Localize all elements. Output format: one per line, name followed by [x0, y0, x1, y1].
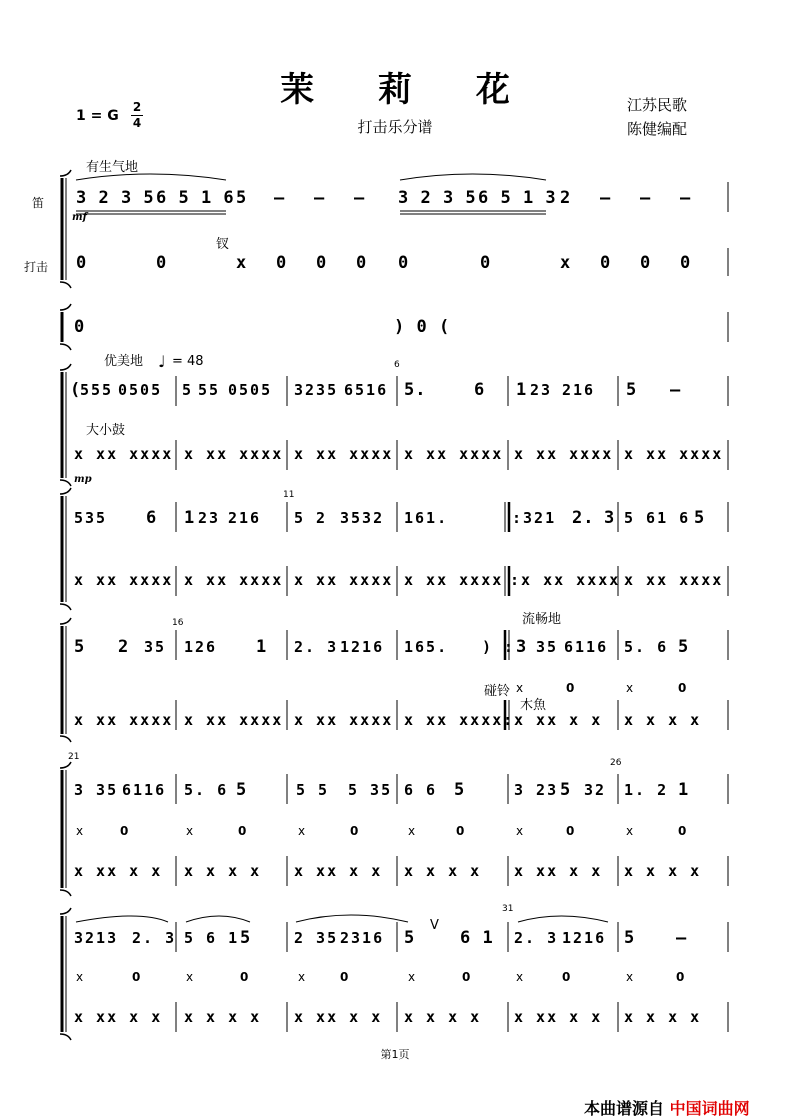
s6-bell-beat: x: [298, 824, 306, 838]
s1-perc-beat: 0: [276, 253, 288, 273]
s6-melody-note: 1. 2: [624, 781, 669, 799]
label-cymbals: 钗: [216, 237, 230, 252]
s3-melody-note: (: [70, 380, 82, 400]
instrument-label-flute: 笛: [32, 196, 45, 210]
s4-melody-note: 1: [184, 508, 196, 528]
s1-melody-dash: –: [314, 188, 326, 208]
s7-melody-dash: –: [676, 928, 688, 948]
bar-number: 11: [283, 490, 295, 500]
s6-melody-note: 5 5: [296, 781, 330, 799]
s6-bell-beat: 0: [120, 824, 129, 838]
s7-bell-beat: 0: [462, 970, 471, 984]
s7-bell-beat: x: [298, 970, 306, 984]
s6-melody-note: 6116: [122, 781, 167, 799]
s1-perc-beat: x: [236, 253, 248, 273]
s7-bell-beat: x: [516, 970, 524, 984]
s7-bell-beat: 0: [132, 970, 141, 984]
s1-melody-dash: –: [274, 188, 286, 208]
bar-number: 6: [394, 360, 400, 370]
s6-bell-beat: x: [186, 824, 194, 838]
s7-perc-measure: x x x x: [404, 1008, 482, 1026]
s3-melody-note: 5: [626, 380, 638, 400]
s7-perc-measure: x xx x x: [294, 1008, 383, 1026]
source-site-link[interactable]: 中国词曲网: [669, 1099, 750, 1118]
s6-melody-note: 5: [560, 780, 572, 800]
s5-perc-measure: x xx x x: [514, 711, 603, 729]
s6-bell-beat: x: [76, 824, 84, 838]
s5-melody-note: 5: [74, 637, 86, 657]
s4-perc-measure: x xx xxxx: [184, 571, 284, 589]
s7-melody-note: 5 6 1: [184, 929, 240, 947]
s6-bell-beat: 0: [350, 824, 359, 838]
bar-number: 31: [502, 904, 514, 914]
s1-melody-note: 6 5 1 6: [156, 188, 235, 208]
bar-number: 16: [172, 618, 184, 628]
s5-melody-note: 165.: [404, 638, 449, 656]
s1-perc-beat: 0: [398, 253, 410, 273]
s6-melody-note: 5: [454, 780, 466, 800]
s7-bell-beat: 0: [240, 970, 249, 984]
s1-perc-beat: x: [560, 253, 572, 273]
s3-melody-note: 23: [530, 381, 553, 399]
s6-perc-measure: x xx x x: [74, 862, 163, 880]
s4-melody-note: 535: [74, 509, 108, 527]
s5-melody-note: 2. 3: [294, 638, 339, 656]
dynamic-mf: mf: [72, 212, 87, 223]
s7-bell-beat: 0: [340, 970, 349, 984]
s1-melody-dash: –: [600, 188, 612, 208]
s7-perc-measure: x x x x: [184, 1008, 262, 1026]
s7-melody-note: 2316: [340, 929, 385, 947]
s4-melody-note: 3532: [340, 509, 385, 527]
s1-perc-beat: 0: [356, 253, 368, 273]
s3-melody-note: 55: [198, 381, 221, 399]
time-signature: [131, 101, 143, 130]
s3-perc-measure: x xx xxxx: [74, 445, 174, 463]
page-number: 第1页: [380, 1048, 410, 1061]
s4-melody-note: 5 61 6: [624, 509, 691, 527]
s6-melody-note: 3 23: [514, 781, 559, 799]
tempo-marking: = 48: [172, 354, 204, 369]
s5-melody-note: 2: [118, 637, 130, 657]
s1-melody-dash: –: [640, 188, 652, 208]
dynamic-mp: mp: [74, 474, 92, 485]
s3-perc-measure: x xx xxxx: [514, 445, 614, 463]
score-subtitle: 打击乐分谱: [357, 118, 433, 136]
s6-bell-beat: x: [408, 824, 416, 838]
s5-perc-measure: x x x x: [624, 711, 702, 729]
s4-perc-measure: x xx xxxx: [624, 571, 724, 589]
s4-melody-note: :321: [512, 509, 557, 527]
s7-melody-note: 3213: [74, 929, 119, 947]
s7-melody-note: 1216: [562, 929, 607, 947]
s4-melody-note: 5 2: [294, 509, 328, 527]
s3-melody-note: 6516: [344, 381, 389, 399]
s5-perc-measure: x xx xxxx: [184, 711, 284, 729]
s1-perc-beat: 0: [316, 253, 328, 273]
s5-melody-note: 1: [256, 637, 268, 657]
s6-bell-beat: 0: [678, 824, 687, 838]
s7-bell-beat: 0: [676, 970, 685, 984]
s4-perc-measure: :x xx xxxx: [510, 571, 621, 589]
s5-bell-beat: 0: [678, 681, 687, 695]
s7-bell-beat: 0: [562, 970, 571, 984]
s3-melody-note: 216: [562, 381, 596, 399]
s3-perc-measure: x xx xxxx: [184, 445, 284, 463]
s5-perc-measure: x xx xxxx:: [404, 711, 515, 729]
s1-melody-dash: –: [680, 188, 692, 208]
s1-melody-dash: –: [354, 188, 366, 208]
s6-perc-measure: x x x x: [184, 862, 262, 880]
s1-melody-note: 6 5 1 3: [478, 188, 557, 208]
s2-note: 0: [74, 317, 86, 337]
s1-perc-beat: 0: [680, 253, 692, 273]
s1-perc-beat: 0: [76, 253, 88, 273]
quarter-note-icon: ♩: [158, 352, 166, 371]
s5-melody-note: 126: [184, 638, 218, 656]
meter-top: 2: [132, 100, 142, 114]
s3-melody-note: 0505: [118, 381, 163, 399]
origin-credit: 江苏民歌: [627, 96, 688, 114]
s4-perc-measure: x xx xxxx: [294, 571, 394, 589]
s7-bell-beat: x: [186, 970, 194, 984]
s6-melody-note: 1: [678, 780, 690, 800]
meter-bottom: 4: [132, 116, 142, 130]
s6-melody-note: 3 35: [74, 781, 119, 799]
s4-melody-note: 5: [694, 508, 706, 528]
s1-perc-beat: 0: [600, 253, 612, 273]
s4-melody-note: 161.: [404, 509, 449, 527]
s6-bell-beat: 0: [456, 824, 465, 838]
s6-bell-beat: 0: [238, 824, 247, 838]
s3-perc-measure: x xx xxxx: [404, 445, 504, 463]
s2-note: ) 0 (: [394, 317, 451, 337]
s7-bell-beat: x: [76, 970, 84, 984]
s1-melody-note: 3 2 3 5: [76, 188, 155, 208]
s5-melody-note: 6116: [564, 638, 609, 656]
s6-bell-beat: x: [516, 824, 524, 838]
label-woodblock: 木魚: [520, 698, 547, 713]
song-title: 茉 莉 花: [280, 70, 536, 110]
expression-flowing: 流畅地: [522, 612, 562, 627]
bar-number: 21: [68, 752, 80, 762]
s4-melody-note: 23: [198, 509, 221, 527]
label-bell: 碰铃: [484, 684, 511, 699]
s7-bell-beat: x: [626, 970, 634, 984]
s7-melody-note: 6 1: [460, 928, 494, 948]
s1-melody-note: 5: [236, 188, 248, 208]
s1-perc-beat: 0: [480, 253, 492, 273]
s3-melody-note: 0505: [228, 381, 273, 399]
s6-perc-measure: x x x x: [404, 862, 482, 880]
s4-melody-note: 6: [146, 508, 158, 528]
s1-melody-note: 3 2 3 5: [398, 188, 477, 208]
s7-melody-note: 2. 3: [132, 929, 177, 947]
s5-bell-beat: 0: [566, 681, 575, 695]
s7-melody-note: 5: [240, 928, 252, 948]
s7-perc-measure: x xx x x: [514, 1008, 603, 1026]
s4-melody-note: 216: [228, 509, 262, 527]
s3-melody-note: 5.: [404, 380, 427, 400]
s5-melody-note: 35: [144, 638, 167, 656]
s6-bell-beat: x: [626, 824, 634, 838]
s5-bell-beat: x: [626, 681, 634, 695]
s6-melody-note: 5 35: [348, 781, 393, 799]
source-prefix: 本曲谱源自: [584, 1099, 665, 1118]
s6-melody-note: 5. 6: [184, 781, 229, 799]
s4-melody-note: 3: [604, 508, 616, 528]
s5-perc-measure: x xx xxxx: [294, 711, 394, 729]
s1-perc-beat: 0: [640, 253, 652, 273]
s5-melody-note: ) :: [482, 638, 516, 656]
s3-melody-note: 555: [80, 381, 114, 399]
s7-melody-note: 5: [624, 928, 636, 948]
breath-mark: V: [430, 918, 439, 933]
s5-melody-note: 5. 6: [624, 638, 669, 656]
s5-melody-note: 3: [516, 637, 528, 657]
s3-melody-note: 5: [182, 381, 194, 399]
s7-melody-note: 5: [404, 928, 416, 948]
s5-melody-note: 1216: [340, 638, 385, 656]
s3-perc-measure: x xx xxxx: [624, 445, 724, 463]
s7-melody-note: 2 35: [294, 929, 339, 947]
s6-melody-note: 6 6: [404, 781, 438, 799]
expression-lively: 有生气地: [86, 160, 139, 175]
s7-melody-note: 2. 3: [514, 929, 559, 947]
s6-perc-measure: x xx x x: [514, 862, 603, 880]
s5-bell-beat: x: [516, 681, 524, 695]
s3-melody-note: 6: [474, 380, 486, 400]
s3-melody-dash: –: [670, 380, 682, 400]
source-credit: [584, 1096, 750, 1119]
expression-graceful: 优美地: [104, 354, 144, 369]
s5-perc-measure: x xx xxxx: [74, 711, 174, 729]
s7-perc-measure: x xx x x: [74, 1008, 163, 1026]
s7-bell-beat: x: [408, 970, 416, 984]
s6-perc-measure: x xx x x: [294, 862, 383, 880]
bar-number: 26: [610, 758, 622, 768]
s6-melody-note: 5: [236, 780, 248, 800]
label-drums: 大小鼓: [86, 423, 126, 438]
instrument-label-percussion: 打击: [24, 260, 49, 274]
s4-perc-measure: x xx xxxx: [404, 571, 504, 589]
key-signature: 1 = G: [76, 108, 119, 124]
s6-bell-beat: 0: [566, 824, 575, 838]
s3-melody-note: 1: [516, 380, 528, 400]
s3-melody-note: 3235: [294, 381, 339, 399]
s3-perc-measure: x xx xxxx: [294, 445, 394, 463]
s4-melody-note: 2.: [572, 508, 595, 528]
s5-melody-note: 5: [678, 637, 690, 657]
s1-perc-beat: 0: [156, 253, 168, 273]
s1-melody-note: 2: [560, 188, 572, 208]
s4-perc-measure: x xx xxxx: [74, 571, 174, 589]
arranger-credit: 陈健编配: [627, 120, 688, 138]
s5-melody-note: 35: [536, 638, 559, 656]
s6-perc-measure: x x x x: [624, 862, 702, 880]
s6-melody-note: 32: [584, 781, 607, 799]
s7-perc-measure: x x x x: [624, 1008, 702, 1026]
